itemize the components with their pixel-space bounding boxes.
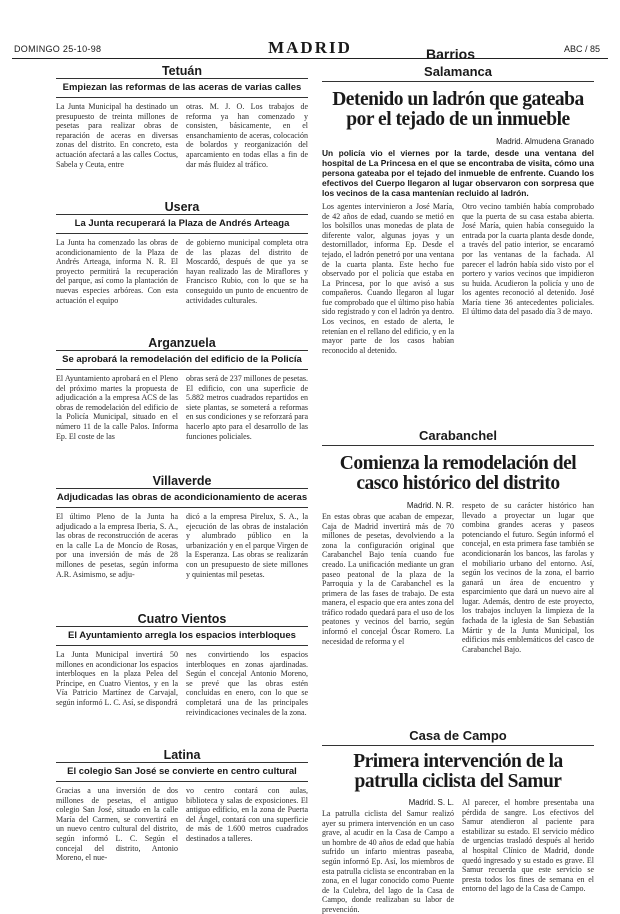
body-villaverde-1: El último Pleno de la Junta ha adjudicado a la empresa Iberia, S. A., las obras de reconstrucción de aceras en la calle La de Moncío de Rosas, por una inversión de más de 28 millones de pesetas, según informa A.R. Asimismo, se adju- <box>56 512 178 579</box>
header-rule <box>12 58 608 59</box>
article-carabanchel <box>322 428 594 720</box>
tag-villaverde: Villaverde <box>152 474 212 488</box>
headline-usera: La Junta recuperará la Plaza de Andrés Arteaga <box>56 214 308 234</box>
lead-salamanca: Un policía vio el viernes por la tarde, desde una ventana del hospital de La Princesa en el que se encontraba de visita, cómo una persona gateaba por el tejado del inmueble de enfrente. Cuando los efectivos del Cuerpo llegaron al lugar observaron con sorpresa que los vecinos de la casa mantenían recluido al ladrón. <box>322 147 594 198</box>
body-cuatro-vientos-1: La Junta Municipal invertirá 50 millones en acondicionar los espacios interbloques en la plaza Pelea del Príncipe, en Cuatro Vientos, y en la Vía Patricio Martínez de Carvajal, según informó L. C. Así, se dispondrá <box>56 650 178 707</box>
body-arganzuela-2: obras será de 237 millones de pesetas. El edificio, con una superficie de 5.882 metros cuadrados repartidos en siete plantas, se someterá a reformas en sus condiciones y se reforzará para hacerlo apto para el desarrollo de las funciones policiales. <box>186 374 308 441</box>
article-casa-de-campo <box>322 728 594 914</box>
body-carabanchel-1: En estas obras que acaban de empezar, Caja de Madrid invertirá más de 70 millones de pesetas, devolviendo a la zona la configuración original que Carabanchel Bajo tenía cuando fue creado. La unificación mediante un gran paseo peatonal de la plaza de la Parroquia y la de Carabanchel es la primera de las fases de trabajo. De esta manera, el espacio que era antes zona del tráfico rodado quedará para el uso de los peatones y vecinos del barrio, según informó el concejal Óscar Romero. La necesidad de reforma y el <box>322 511 454 646</box>
tag-salamanca: Salamanca <box>424 64 492 79</box>
body-tetuan-2: otras. M. J. O. Los trabajos de reforma ya han comenzado y consisten, básicamente, en el ensanchamiento de aceras, colocación de bolardos y reorganización del aparcamiento en todas ellas a fin de dar más fluidez al tráfico. <box>186 102 308 169</box>
article-usera <box>56 200 308 328</box>
tag-usera: Usera <box>164 200 200 214</box>
body-tetuan-1: La Junta Municipal ha destinado un presupuesto de treinta millones de pesetas para realizar obras de reparación de aceras en diversas zonas del distrito. En concreto, esta actuación afectará a las calles Coctus, Sabela y Ceuta, entre <box>56 102 178 169</box>
body-cuatro-vientos-2: nes convirtiendo los espacios interbloques en zonas ajardinadas. Según el concejal Antonio Moreno, se prevé que las obras estén concluidas en enero, con lo que se completará una de las principales reivindicaciones vecinales de la zona. <box>186 650 308 717</box>
body-salamanca-2: Otro vecino también había comprobado que la puerta de su casa estaba abierta. José María, quien había conseguido la entrada por la cuarta planta desde donde, a través del patio interior, se encaramó por las ventanas de la fachada. Al parecer el ladrón había sido visto por el portero y varios vecinos que impidieron su huida. Acudieron la policía y uno de los agentes reconoció al detenido. José María tiene 36 antecedentes policiales. El último data del pasado día 3 de mayo. <box>462 201 594 317</box>
article-cuatro-vientos <box>56 612 308 740</box>
tag-casa-de-campo: Casa de Campo <box>409 728 507 743</box>
tag-cuatro-vientos: Cuatro Vientos <box>137 612 227 626</box>
article-latina <box>56 748 308 864</box>
article-villaverde <box>56 474 308 604</box>
section-title: MADRID <box>268 38 352 57</box>
tag-carabanchel: Carabanchel <box>418 428 498 443</box>
body-usera-2: de gobierno municipal completa otra de las plazas del distrito de Moscardó, después de que ya se hayan realizado las de Miraflores y Francisco Rubio, con lo que se ha conseguido un punto de encuentro de actividades culturales. <box>186 238 308 305</box>
article-arganzuela <box>56 336 308 466</box>
byline-carabanchel: Madrid. N. R. <box>406 500 454 510</box>
issue-date: DOMINGO 25-10-98 <box>14 44 102 54</box>
page-number: ABC / 85 <box>563 44 600 54</box>
body-salamanca-1: Los agentes intervinieron a José María, de 42 años de edad, cuando se metió en los bolsillos unas monedas de plata de diferente valor, algunas joyas y un destornillador, informa Ep. Desde el tejado, el ladrón penetró por una ventana de la cuarta planta. Este hecho fue observado por el policía que estaba en La Princesa, por lo que avisó a sus compañeros. Cuando llegaron al lugar fue comprobado que el último piso había sido registrado y con el ladrón ya dentro. Los vecinos, en estado de alerta, le retenían en el rellano del edificio, y en la mayor parte de los casos habían reconocido al detenido. <box>322 201 454 355</box>
headline-villaverde: Adjudicadas las obras de acondicionamiento de aceras <box>56 488 308 508</box>
body-casa-de-campo-1: La patrulla ciclista del Samur realizó ayer su primera intervención en un caso grave, al acudir en la Casa de Campo a un hombre de 40 años de edad que había sufrido un infarto mientras paseaba, según informó Ep. Así, los miembros de esta patrulla ciclista se encontraban en la zona, en el lugar conocido como Puente de la Culebra, del lago de la Casa de Campo, donde realizaban su labor de prevención. <box>322 808 454 914</box>
article-salamanca <box>322 64 594 420</box>
byline-casa-de-campo: Madrid. S. L. <box>408 797 454 807</box>
page-header <box>0 0 620 60</box>
tag-arganzuela: Arganzuela <box>148 336 216 350</box>
article-tetuan <box>56 64 308 192</box>
body-casa-de-campo-2: Al parecer, el hombre presentaba una pérdida de sangre. Los efectivos del Samur atendieron al paciente para estabilizar su estado. El servicio médico de urgencias trasladó después al herido al hospital Clínico de Madrid, donde quedó ingresado y su estado es grave. El Samur recuerda que este servicio se presta todos los fines de semana en el entorno del lago de la Casa de Campo. <box>462 797 594 894</box>
tag-tetuan: Tetuán <box>161 64 203 78</box>
headline-carabanchel: Comienza la remodelación del casco histórico del distrito <box>339 453 577 495</box>
headline-casa-de-campo: Primera intervención de la patrulla ciclista del Samur <box>353 751 563 793</box>
body-villaverde-2: dicó a la empresa Pirelux, S. A., la ejecución de las obras de instalación y alumbrado público en la urbanización y en el parque Virgen de la Esperanza. Las obras se realizarán con un presupuesto de siete millones y quinientas mil pesetas. <box>186 512 308 579</box>
headline-arganzuela: Se aprobará la remodelación del edificio de la Policía <box>56 350 308 370</box>
body-arganzuela-1: El Ayuntamiento aprobará en el Pleno del próximo martes la propuesta de adjudicación a la empresa ACS de las obras de remodelación del edificio de la Policía Municipal, situado en el número 11 de la calle Palos. Informa Ep. El coste de las <box>56 374 178 441</box>
body-latina-2: vo centro contará con aulas, biblioteca y salas de exposiciones. El antiguo edificio, en la zona de Puerta del Ángel, contará con una superficie de más de 1.600 metros cuadrados destinados a talleres. <box>186 786 308 843</box>
body-carabanchel-2: respeto de su carácter histórico han llevado a proyectar un lugar que combina grandes aceras y paseos potenciando el futuro. Según informó el concejal, en esta primera fase también se acondicionarán los bancos, las farolas y el mobiliario urbano del entorno. Así, según los vecinos de la zona, el barrio ganará un área de encuentro y esparcimiento que dará un nuevo aire al lugar. Además, dentro de este proyecto, los trabajos incluyen la limpieza de la fachada de la iglesia de San Sebastián Mártir y de la Junta Municipal, los edificios más emblemáticos del casco de Carabanchel Bajo. <box>462 500 594 654</box>
byline-salamanca: Madrid. Almudena Granado <box>496 136 594 146</box>
headline-cuatro-vientos: El Ayuntamiento arregla los espacios interbloques <box>56 626 308 646</box>
headline-tetuan: Empiezan las reformas de las aceras de varias calles <box>56 78 308 98</box>
headline-salamanca: Detenido un ladrón que gateaba por el tejado de un inmueble <box>332 89 584 131</box>
body-usera-1: La Junta ha comenzado las obras de acondicionamiento de la Plaza de Andrés Arteaga, informa N. R. El proyecto permitirá la recuperación del parque, así como la plantación de nuevas especies arbóreas. Con esta actuación el equipo <box>56 238 178 305</box>
body-latina-1: Gracias a una inversión de dos millones de pesetas, el antiguo colegio San José, situado en la calle María del Carmen, se convertirá en un nuevo centro cultural del distrito, según informó L. C. Según el concejal del distrito, Antonio Moreno, el nue- <box>56 786 178 863</box>
headline-latina: El colegio San José se convierte en centro cultural <box>56 762 308 782</box>
barrios-label: Barrios <box>426 46 476 62</box>
tag-latina: Latina <box>163 748 201 762</box>
